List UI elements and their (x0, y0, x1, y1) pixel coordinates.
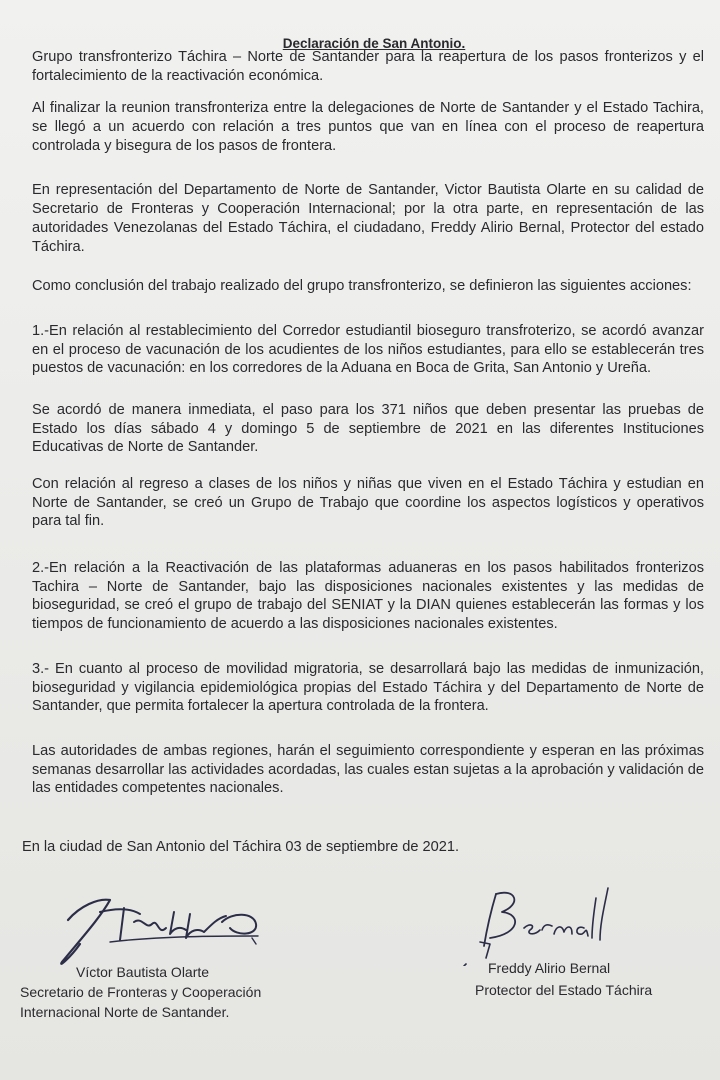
signatory-1-title-line1: Secretario de Fronteras y Cooperación (20, 984, 262, 1000)
meeting-paragraph: Al finalizar la reunion transfronteriza entre la delegaciones de Norte de Santander y el Estado Tachira, se llegó a un acuerdo con relación a tres puntos que van en línea con el proceso de reapertura controlada y bisegura de los pasos de frontera. (32, 100, 704, 154)
action-1-paragraph: 1.-En relación al restablecimiento del Corredor estudiantil bioseguro transfroterizo, se acordó avanzar en el proceso de vacunación de los acudientes de los niños estudiantes, para ello se establecerán tres puestos de vacunación: en los corredores de la Aduana en Boca de Grita, San Antonio y Ureña. (32, 323, 704, 376)
closing-line: En la ciudad de San Antonio del Táchira 03 de septiembre de 2021. (22, 839, 460, 855)
signature-freddy-bernal (450, 884, 630, 966)
intro-paragraph: Grupo transfronterizo Táchira – Norte de Santander para la reapertura de los pasos fronterizos y el fortalecimiento de la reactivación económica. (32, 49, 704, 84)
signatory-2-title: Protector del Estado Táchira (475, 982, 653, 998)
document-title: Declaración de San Antonio. (282, 36, 466, 51)
signature-victor-bautista (40, 878, 270, 973)
representatives-paragraph: En representación del Departamento de Norte de Santander, Victor Bautista Olarte en su calidad de Secretario de Fronteras y Cooperación Internacional; por la otra parte, en representación de las autoridades Venezolanas del Estado Táchira, el ciudadano, Freddy Alirio Bernal, Protector del estado Táchira. (32, 182, 704, 255)
conclusion-paragraph: Como conclusión del trabajo realizado del grupo transfronterizo, se definieron las siguientes acciones: (32, 278, 692, 294)
action-1-students-paragraph: Se acordó de manera inmediata, el paso para los 371 niños que deben presentar las pruebas de Estado los días sábado 4 y domingo 5 de septiembre de 2021 en las diferentes Instituciones Educativas de Norte de Santander. (32, 402, 704, 455)
signatory-1-title-line2: Internacional Norte de Santander. (20, 1004, 230, 1020)
action-1-classes-paragraph: Con relación al regreso a clases de los niños y niñas que viven en el Estado Táchira y estudian en Norte de Santander, se creó un Grupo de Trabajo que coordine los aspectos logísticos y operativos para tal fin. (32, 476, 704, 529)
action-3-paragraph: 3.- En cuanto al proceso de movilidad migratoria, se desarrollará bajo las medidas de inmunización, bioseguridad y vigilancia epidemiológica propias del Estado Táchira y del Departamento de Norte de Santander, que permita fortalecer la apertura controlada de la frontera. (32, 661, 704, 714)
action-2-paragraph: 2.-En relación a la Reactivación de las plataformas aduaneras en los pasos habilitados fronterizos Tachira – Norte de Santander, bajo las disposiciones nacionales existentes y las medidas de bioseguridad, se creó el grupo de trabajo del SENIAT y la DIAN quienes establecerán las formas y los tiempos de funcionamiento de acuerdo a las disposiciones nacionales existentes. (32, 560, 704, 632)
signatory-2-name: Freddy Alirio Bernal (488, 960, 611, 976)
signatory-1-name: Víctor Bautista Olarte (76, 964, 210, 980)
followup-paragraph: Las autoridades de ambas regiones, harán el seguimiento correspondiente y esperan en las próximas semanas desarrollar las actividades acordadas, las cuales estan sujetas a la aprobación y validación de las entidades competentes nacionales. (32, 743, 704, 796)
